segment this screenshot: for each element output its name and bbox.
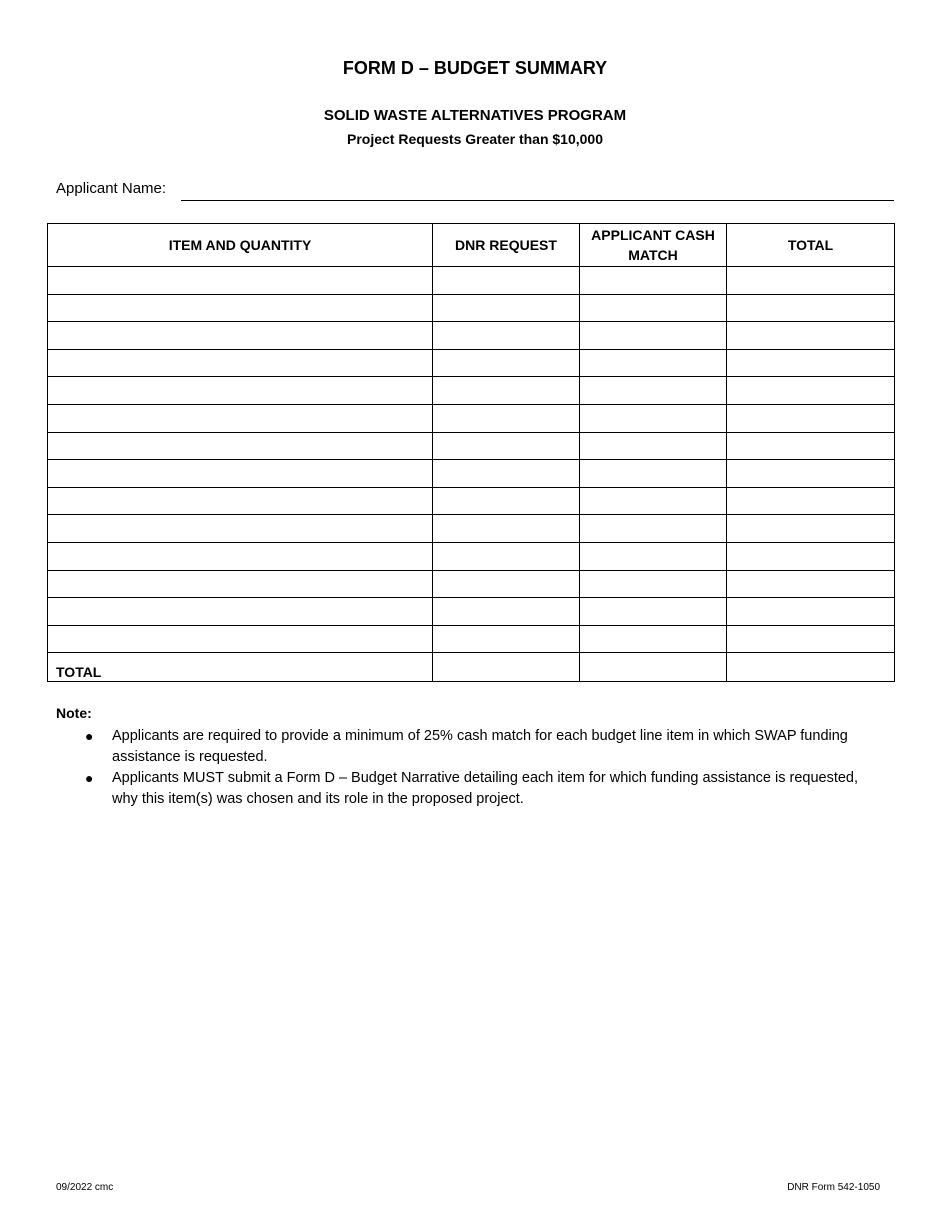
dnr-request-cell[interactable] (433, 432, 580, 460)
cash-match-cell[interactable] (580, 404, 727, 432)
cash-match-cell[interactable] (580, 349, 727, 377)
cash-match-cell[interactable] (580, 294, 727, 322)
item-quantity-cell[interactable] (48, 515, 433, 543)
total-cell[interactable] (727, 487, 895, 515)
notes-list (85, 726, 872, 810)
footer-form-number: DNR Form 542-1050 (787, 1182, 880, 1193)
total-cell[interactable] (727, 322, 895, 350)
note-text: Applicants MUST submit a Form D – Budget Narrative detailing each item for which funding assistance is requested, why this item(s) was chosen and its role in the proposed project. (112, 770, 859, 807)
total-cell[interactable] (727, 515, 895, 543)
item-quantity-cell[interactable] (48, 377, 433, 405)
dnr-request-cell[interactable] (433, 404, 580, 432)
total-cell[interactable] (727, 625, 895, 653)
note-label: Note: (56, 705, 92, 721)
table-row (48, 598, 895, 626)
total-row-label: TOTAL (48, 653, 433, 682)
item-quantity-cell[interactable] (48, 294, 433, 322)
grand-total-cell[interactable] (727, 653, 895, 682)
item-quantity-cell[interactable] (48, 349, 433, 377)
item-quantity-cell[interactable] (48, 460, 433, 488)
column-header-item-quantity: ITEM AND QUANTITY (48, 224, 433, 267)
table-row (48, 460, 895, 488)
table-row (48, 625, 895, 653)
total-cell[interactable] (727, 377, 895, 405)
table-row (48, 294, 895, 322)
cash-match-cell[interactable] (580, 625, 727, 653)
applicant-name-label: Applicant Name: (56, 180, 167, 197)
budget-table (47, 223, 895, 682)
applicant-name-field[interactable] (181, 200, 894, 201)
bullet-icon: ● (85, 770, 94, 786)
table-row (48, 487, 895, 515)
dnr-request-cell[interactable] (433, 598, 580, 626)
table-row (48, 570, 895, 598)
dnr-request-cell[interactable] (433, 542, 580, 570)
dnr-request-cell[interactable] (433, 460, 580, 488)
dnr-request-cell[interactable] (433, 625, 580, 653)
item-quantity-cell[interactable] (48, 322, 433, 350)
total-cash-match-cell[interactable] (580, 653, 727, 682)
cash-match-cell[interactable] (580, 487, 727, 515)
cash-match-cell[interactable] (580, 322, 727, 350)
cash-match-cell[interactable] (580, 598, 727, 626)
table-row (48, 267, 895, 295)
item-quantity-cell[interactable] (48, 598, 433, 626)
note-item (85, 726, 872, 768)
table-row (48, 322, 895, 350)
column-header-total: TOTAL (727, 224, 895, 267)
dnr-request-cell[interactable] (433, 570, 580, 598)
bullet-icon: ● (85, 728, 94, 744)
dnr-request-cell[interactable] (433, 294, 580, 322)
total-dnr-request-cell[interactable] (433, 653, 580, 682)
item-quantity-cell[interactable] (48, 570, 433, 598)
total-cell[interactable] (727, 460, 895, 488)
dnr-request-cell[interactable] (433, 515, 580, 543)
dnr-request-cell[interactable] (433, 267, 580, 295)
item-quantity-cell[interactable] (48, 432, 433, 460)
total-cell[interactable] (727, 432, 895, 460)
program-name: SOLID WASTE ALTERNATIVES PROGRAM (323, 107, 627, 124)
dnr-request-cell[interactable] (433, 487, 580, 515)
cash-match-cell[interactable] (580, 460, 727, 488)
table-row (48, 377, 895, 405)
column-header-dnr-request: DNR REQUEST (433, 224, 580, 267)
table-row (48, 542, 895, 570)
total-cell[interactable] (727, 267, 895, 295)
table-header-row (48, 224, 895, 267)
total-row (48, 653, 895, 682)
item-quantity-cell[interactable] (48, 625, 433, 653)
item-quantity-cell[interactable] (48, 267, 433, 295)
footer-date: 09/2022 cmc (56, 1182, 114, 1193)
dnr-request-cell[interactable] (433, 322, 580, 350)
table-row (48, 515, 895, 543)
total-cell[interactable] (727, 349, 895, 377)
table-row (48, 404, 895, 432)
cash-match-cell[interactable] (580, 570, 727, 598)
cash-match-cell[interactable] (580, 432, 727, 460)
total-cell[interactable] (727, 570, 895, 598)
budget-table-body (48, 267, 895, 682)
note-item (85, 768, 872, 810)
form-subtitle: Project Requests Greater than $10,000 (346, 131, 603, 147)
total-cell[interactable] (727, 598, 895, 626)
table-row (48, 349, 895, 377)
dnr-request-cell[interactable] (433, 349, 580, 377)
form-title: FORM D – BUDGET SUMMARY (342, 58, 608, 78)
cash-match-cell[interactable] (580, 515, 727, 543)
cash-match-cell[interactable] (580, 377, 727, 405)
table-row (48, 432, 895, 460)
column-header-applicant-cash-match: APPLICANT CASH MATCH (580, 224, 727, 267)
total-cell[interactable] (727, 294, 895, 322)
cash-match-cell[interactable] (580, 542, 727, 570)
note-text: Applicants are required to provide a minimum of 25% cash match for each budget line item in which SWAP funding assistance is requested. (112, 728, 848, 765)
item-quantity-cell[interactable] (48, 487, 433, 515)
cash-match-cell[interactable] (580, 267, 727, 295)
total-cell[interactable] (727, 404, 895, 432)
item-quantity-cell[interactable] (48, 404, 433, 432)
item-quantity-cell[interactable] (48, 542, 433, 570)
dnr-request-cell[interactable] (433, 377, 580, 405)
total-cell[interactable] (727, 542, 895, 570)
